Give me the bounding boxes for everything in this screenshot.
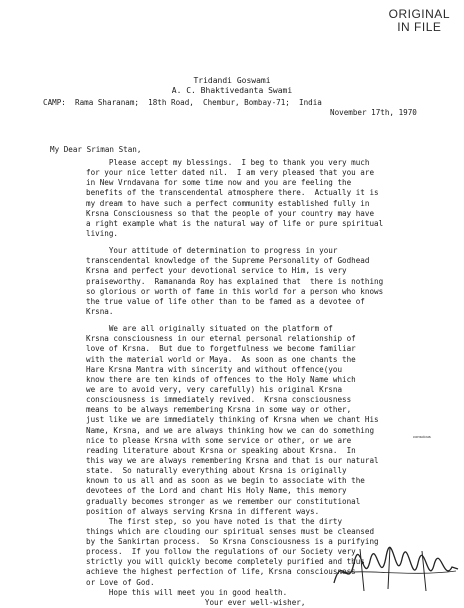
body-line: Name, Krsna, and we are always thinking how we can do something xyxy=(86,425,375,435)
body-line: Your ever well-wisher, xyxy=(86,597,306,607)
body-line: Hope this will meet you in good health. xyxy=(86,587,288,597)
sender-name: Tridandi Goswami xyxy=(193,76,271,85)
body-line: so glorious or worth of fame in this world for a person who knows xyxy=(86,286,384,296)
original-in-file-stamp xyxy=(389,8,450,34)
body-line: love of Krsna. But due to forgetfulness we become familiar xyxy=(86,344,356,354)
body-line: know there are ten kinds of offences to the Holy Name which xyxy=(86,374,356,384)
body-line: position of always serving Krsna in different ways. xyxy=(86,506,320,516)
camp-address: CAMP: Rama Sharanam; 18th Road, Chembur, Bombay-71; India xyxy=(43,98,322,107)
body-line: state. So naturally everything about Krsna is originally xyxy=(86,466,347,476)
body-line: Please accept my blessings. I beg to thank you very much xyxy=(86,158,370,167)
body-line: with the material world or Maya. As soon as one chants the xyxy=(86,354,356,364)
body-line: Your attitude of determination to progress in your xyxy=(86,246,338,256)
body-line: or Love of God. xyxy=(86,577,155,587)
body-line: gradually becomes stronger as we remember our constitutional xyxy=(86,496,361,506)
body-line: we are to avoid very, very carefully) his original Krsna xyxy=(86,384,343,394)
body-line: reading literature about Krsna or speaking about Krsna. In xyxy=(86,445,356,455)
body-line: known to us all and as soon as we begin to associate with the xyxy=(86,476,365,486)
body-line: We are all originally situated on the platform of xyxy=(86,324,333,334)
letter-date: November 17th, 1970 xyxy=(330,108,417,117)
body-line: process. If you follow the regulations of our Society very xyxy=(86,547,356,557)
body-line: devotees of the Lord and chant His Holy Name, this memory xyxy=(86,486,347,496)
handwritten-signature xyxy=(330,543,462,595)
letter-body xyxy=(86,158,458,608)
salutation: My Dear Sriman Stan, xyxy=(50,145,142,154)
body-line: just like we are immediately thinking of Krsna when we chant His xyxy=(86,415,379,425)
body-line: nice to please Krsna with some service or other, or we are xyxy=(86,435,352,445)
body-line: strictly you will quickly become completely purified and thus xyxy=(86,557,365,567)
body-line: Krsna Consciousness so that the people of your country may have xyxy=(86,208,375,218)
body-line: this way we are always remembering Krsna and that is our natural xyxy=(86,455,379,465)
margin-note: conscious xyxy=(413,434,431,439)
body-line: Krsna consciousness in our eternal personal relationship of xyxy=(86,334,356,344)
body-line: Krsna. xyxy=(86,306,114,316)
body-line: a right example what is the natural way of life or pure spiritual xyxy=(86,218,384,228)
body-line: the true value of life other than to be famed as a devotee of xyxy=(86,296,365,306)
body-line: praiseworthy. Ramananda Roy has explained that there is nothing xyxy=(86,276,384,286)
body-line: consciousness is immediately revived. Krsna consciousness xyxy=(86,395,352,405)
body-line: my dream to have such a perfect community established fully in xyxy=(86,198,370,208)
body-line: in New Vrndavana for some time now and you are feeling the xyxy=(86,178,352,188)
sender-title: A. C. Bhaktivedanta Swami xyxy=(171,86,293,95)
body-line: things which are clouding our spiritual senses must be cleansed xyxy=(86,526,375,536)
body-line: The first step, so you have noted is that the dirty xyxy=(86,516,343,526)
body-line: living. xyxy=(86,228,119,238)
body-line: benefits of the transcendental atmosphere there. Actually it is xyxy=(86,188,379,198)
stamp-line-1: ORIGINAL xyxy=(388,7,450,21)
body-line: transcendental knowledge of the Supreme Personality of Godhead xyxy=(86,256,370,266)
paragraph-gap xyxy=(86,317,458,324)
stamp-line-2: IN FILE xyxy=(397,20,442,34)
body-line: means to be always remembering Krsna in some way or other, xyxy=(86,405,352,415)
body-line: Hare Krsna Mantra with sincerity and without offence(you xyxy=(86,364,343,374)
body-line: Krsna and perfect your devotional service to Him, is very xyxy=(86,266,347,276)
body-line: by the Sankirtan process. So Krsna Consciousness is a purifying xyxy=(86,537,379,547)
body-line: for your nice letter dated nil. I am very pleased that you are xyxy=(86,168,375,178)
body-line: achieve the highest perfection of life, Krsna consciousness xyxy=(86,567,356,577)
paragraph-gap xyxy=(86,239,458,246)
